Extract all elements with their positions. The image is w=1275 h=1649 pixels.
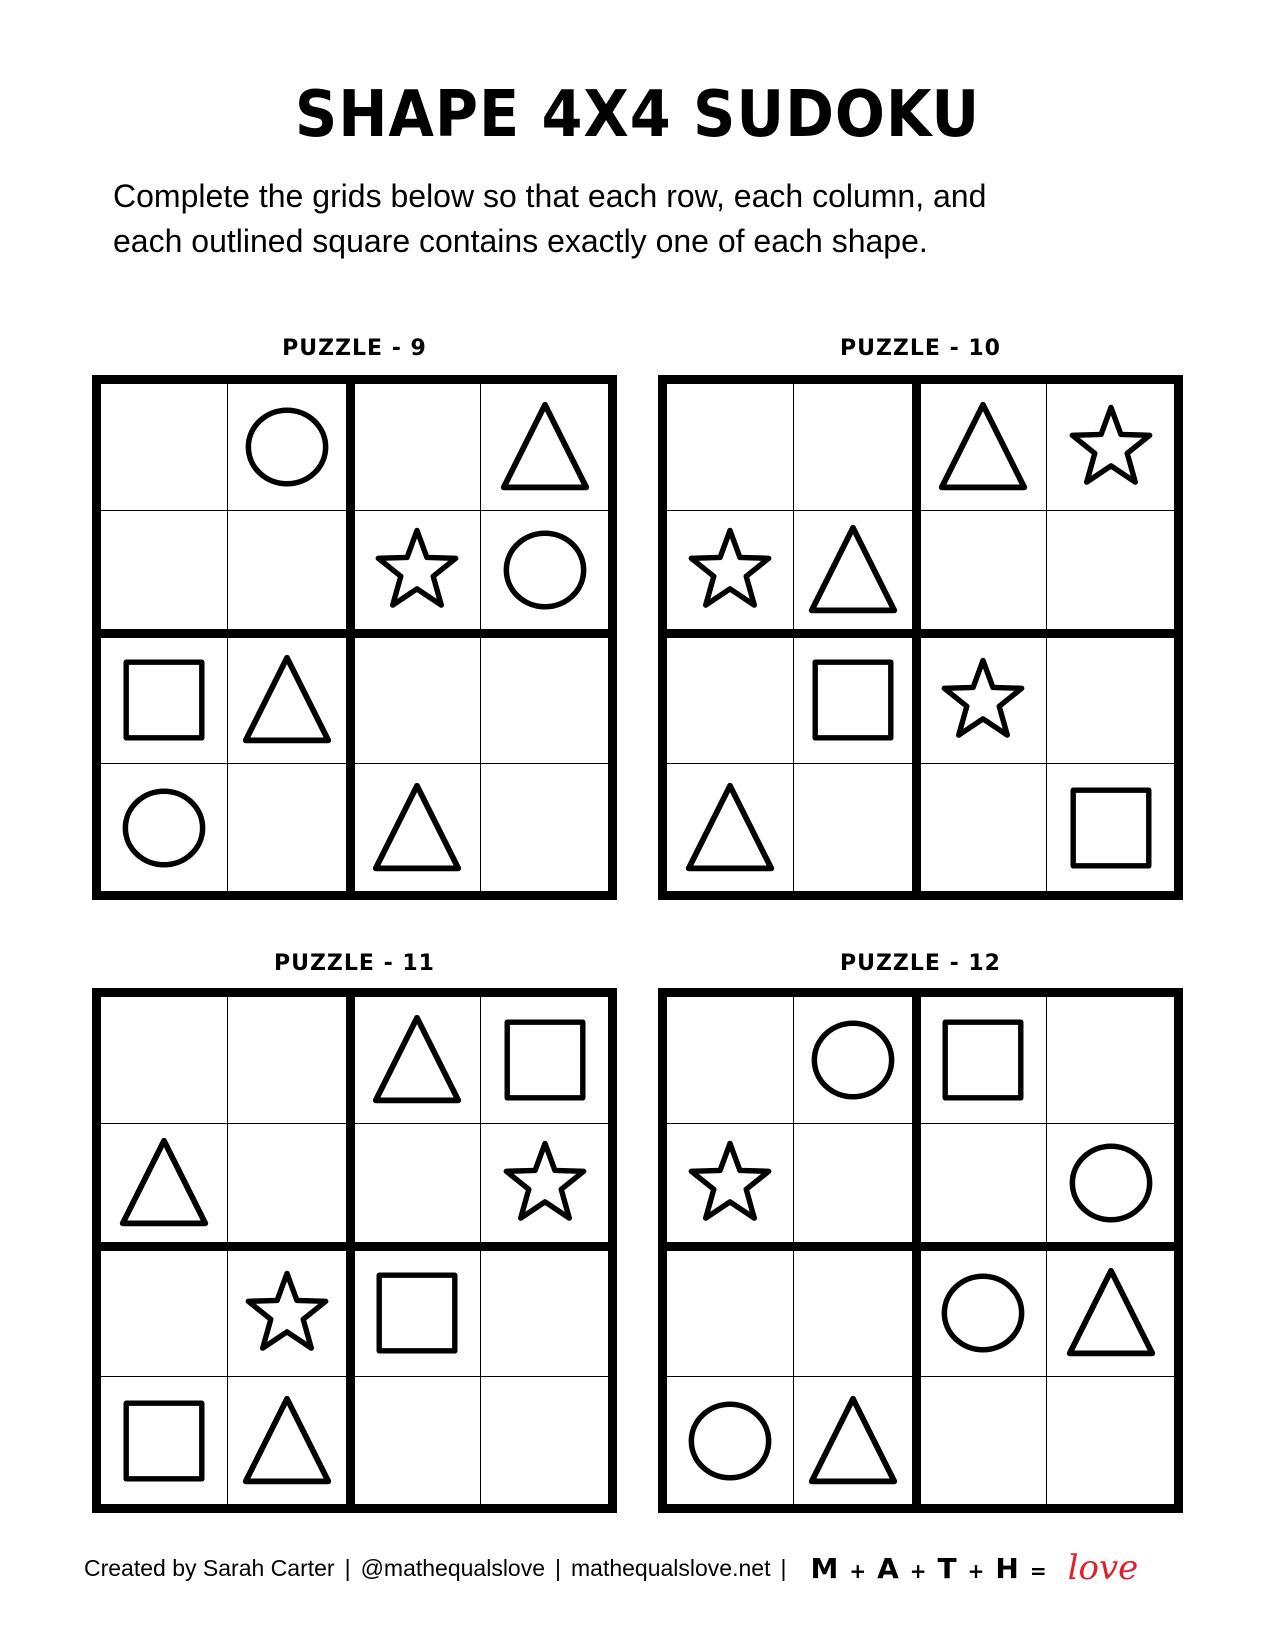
square-icon	[119, 1396, 209, 1486]
grid-cell[interactable]	[355, 997, 482, 1124]
grid-cell[interactable]	[101, 1124, 228, 1251]
circle-icon	[807, 1014, 899, 1106]
grid-cell[interactable]	[228, 997, 355, 1124]
grid-cell[interactable]	[794, 1251, 921, 1378]
grid-cell[interactable]	[667, 638, 794, 765]
grid-cell[interactable]	[667, 1377, 794, 1504]
grid-cell[interactable]	[667, 764, 794, 891]
square-icon	[938, 1015, 1028, 1105]
footer	[84, 1548, 1138, 1588]
grid-cell[interactable]	[101, 384, 228, 511]
grid-cell[interactable]	[667, 997, 794, 1124]
grid-cell[interactable]	[921, 1377, 1048, 1504]
grid-cell[interactable]	[228, 764, 355, 891]
grid-cell[interactable]	[794, 384, 921, 511]
sudoku-grid	[658, 375, 1183, 900]
brand-letter: T	[937, 1551, 958, 1585]
footer-website: mathequalslove.net	[571, 1554, 771, 1581]
star-icon	[372, 525, 462, 615]
grid-cell[interactable]	[1047, 638, 1174, 765]
circle-icon	[684, 1395, 776, 1487]
grid-cell[interactable]	[481, 1377, 608, 1504]
grid-cell[interactable]	[481, 1124, 608, 1251]
footer-credit: Created by Sarah Carter	[84, 1554, 335, 1581]
grid-cell[interactable]	[228, 511, 355, 638]
grid-cell[interactable]	[355, 511, 482, 638]
puzzle-label: PUZZLE - 9	[282, 336, 427, 361]
grid-cell[interactable]	[355, 764, 482, 891]
star-icon	[685, 525, 775, 615]
grid-cell[interactable]	[794, 997, 921, 1124]
star-icon	[685, 1138, 775, 1228]
instructions-line-2: each outlined square contains exactly one of each shape.	[113, 223, 928, 259]
footer-handle: @mathequalslove	[360, 1554, 546, 1581]
grid-cell[interactable]	[1047, 1124, 1174, 1251]
plus-icon: +	[909, 1558, 928, 1583]
square-icon	[1066, 783, 1156, 873]
star-icon	[938, 655, 1028, 745]
circle-icon	[241, 401, 333, 493]
circle-icon	[1065, 1137, 1157, 1229]
grid-cell[interactable]	[101, 511, 228, 638]
grid-cell[interactable]	[101, 638, 228, 765]
footer-separator: |	[344, 1554, 351, 1581]
grid-cell[interactable]	[921, 511, 1048, 638]
instructions-line-1: Complete the grids below so that each row, each column, and	[113, 178, 987, 214]
footer-separator: |	[780, 1554, 787, 1581]
square-icon	[372, 1268, 462, 1358]
plus-icon: +	[967, 1558, 986, 1583]
footer-separator: |	[555, 1554, 561, 1581]
grid-cell[interactable]	[921, 764, 1048, 891]
grid-cell[interactable]	[355, 384, 482, 511]
grid-cell[interactable]	[101, 1377, 228, 1504]
grid-cell[interactable]	[921, 638, 1048, 765]
brand-letter: A	[877, 1551, 900, 1585]
puzzle-label: PUZZLE - 12	[839, 951, 1001, 976]
brand-love: love	[1067, 1548, 1139, 1588]
square-icon	[500, 1015, 590, 1105]
circle-icon	[499, 524, 591, 616]
instructions	[113, 174, 1213, 264]
grid-cell[interactable]	[228, 1251, 355, 1378]
triangle-icon	[935, 399, 1031, 495]
grid-cell[interactable]	[228, 1377, 355, 1504]
grid-cell[interactable]	[794, 764, 921, 891]
brand-letter: M	[810, 1551, 840, 1585]
grid-cell[interactable]	[355, 1124, 482, 1251]
grid-cell[interactable]	[101, 997, 228, 1124]
grid-cell[interactable]	[921, 1251, 1048, 1378]
page-title: SHAPE 4X4 SUDOKU	[294, 78, 981, 152]
grid-cell[interactable]	[228, 1124, 355, 1251]
grid-cell[interactable]	[921, 997, 1048, 1124]
star-icon	[1066, 402, 1156, 492]
triangle-icon	[805, 522, 901, 618]
brand-logo	[810, 1552, 1057, 1585]
grid-cell[interactable]	[101, 1251, 228, 1378]
grid-cell[interactable]	[228, 384, 355, 511]
triangle-icon	[1063, 1265, 1159, 1361]
grid-cell[interactable]	[921, 1124, 1048, 1251]
star-icon	[242, 1268, 332, 1358]
grid-cell[interactable]	[101, 764, 228, 891]
triangle-icon	[239, 1393, 335, 1489]
star-icon	[500, 1138, 590, 1228]
triangle-icon	[682, 780, 778, 876]
grid-cell[interactable]	[1047, 511, 1174, 638]
sudoku-grid	[92, 988, 617, 1513]
puzzle-label: PUZZLE - 10	[839, 336, 1001, 361]
triangle-icon	[805, 1393, 901, 1489]
sudoku-grid	[658, 988, 1183, 1513]
circle-icon	[118, 782, 210, 874]
grid-cell[interactable]	[355, 638, 482, 765]
grid-cell[interactable]	[921, 384, 1048, 511]
grid-cell[interactable]	[481, 1251, 608, 1378]
square-icon	[119, 655, 209, 745]
grid-cell[interactable]	[228, 638, 355, 765]
grid-cell[interactable]	[1047, 384, 1174, 511]
triangle-icon	[239, 652, 335, 748]
plus-icon: +	[849, 1558, 868, 1583]
triangle-icon	[369, 780, 465, 876]
grid-cell[interactable]	[1047, 764, 1174, 891]
grid-cell[interactable]	[481, 638, 608, 765]
grid-cell[interactable]	[794, 638, 921, 765]
grid-cell[interactable]	[481, 384, 608, 511]
brand-letter: H	[995, 1551, 1020, 1585]
grid-cell[interactable]	[794, 511, 921, 638]
equals-icon: =	[1029, 1558, 1048, 1583]
grid-cell[interactable]	[355, 1251, 482, 1378]
grid-cell[interactable]	[1047, 1377, 1174, 1504]
grid-cell[interactable]	[794, 1124, 921, 1251]
grid-cell[interactable]	[481, 764, 608, 891]
square-icon	[808, 655, 898, 745]
grid-cell[interactable]	[481, 997, 608, 1124]
grid-cell[interactable]	[667, 511, 794, 638]
puzzle-label: PUZZLE - 11	[273, 951, 435, 976]
grid-cell[interactable]	[667, 1124, 794, 1251]
triangle-icon	[369, 1012, 465, 1108]
grid-cell[interactable]	[481, 511, 608, 638]
grid-cell[interactable]	[355, 1377, 482, 1504]
grid-cell[interactable]	[794, 1377, 921, 1504]
grid-cell[interactable]	[667, 1251, 794, 1378]
circle-icon	[937, 1267, 1029, 1359]
triangle-icon	[497, 399, 593, 495]
grid-cell[interactable]	[1047, 997, 1174, 1124]
triangle-icon	[116, 1135, 212, 1231]
grid-cell[interactable]	[1047, 1251, 1174, 1378]
grid-cell[interactable]	[667, 384, 794, 511]
sudoku-grid	[92, 375, 617, 900]
